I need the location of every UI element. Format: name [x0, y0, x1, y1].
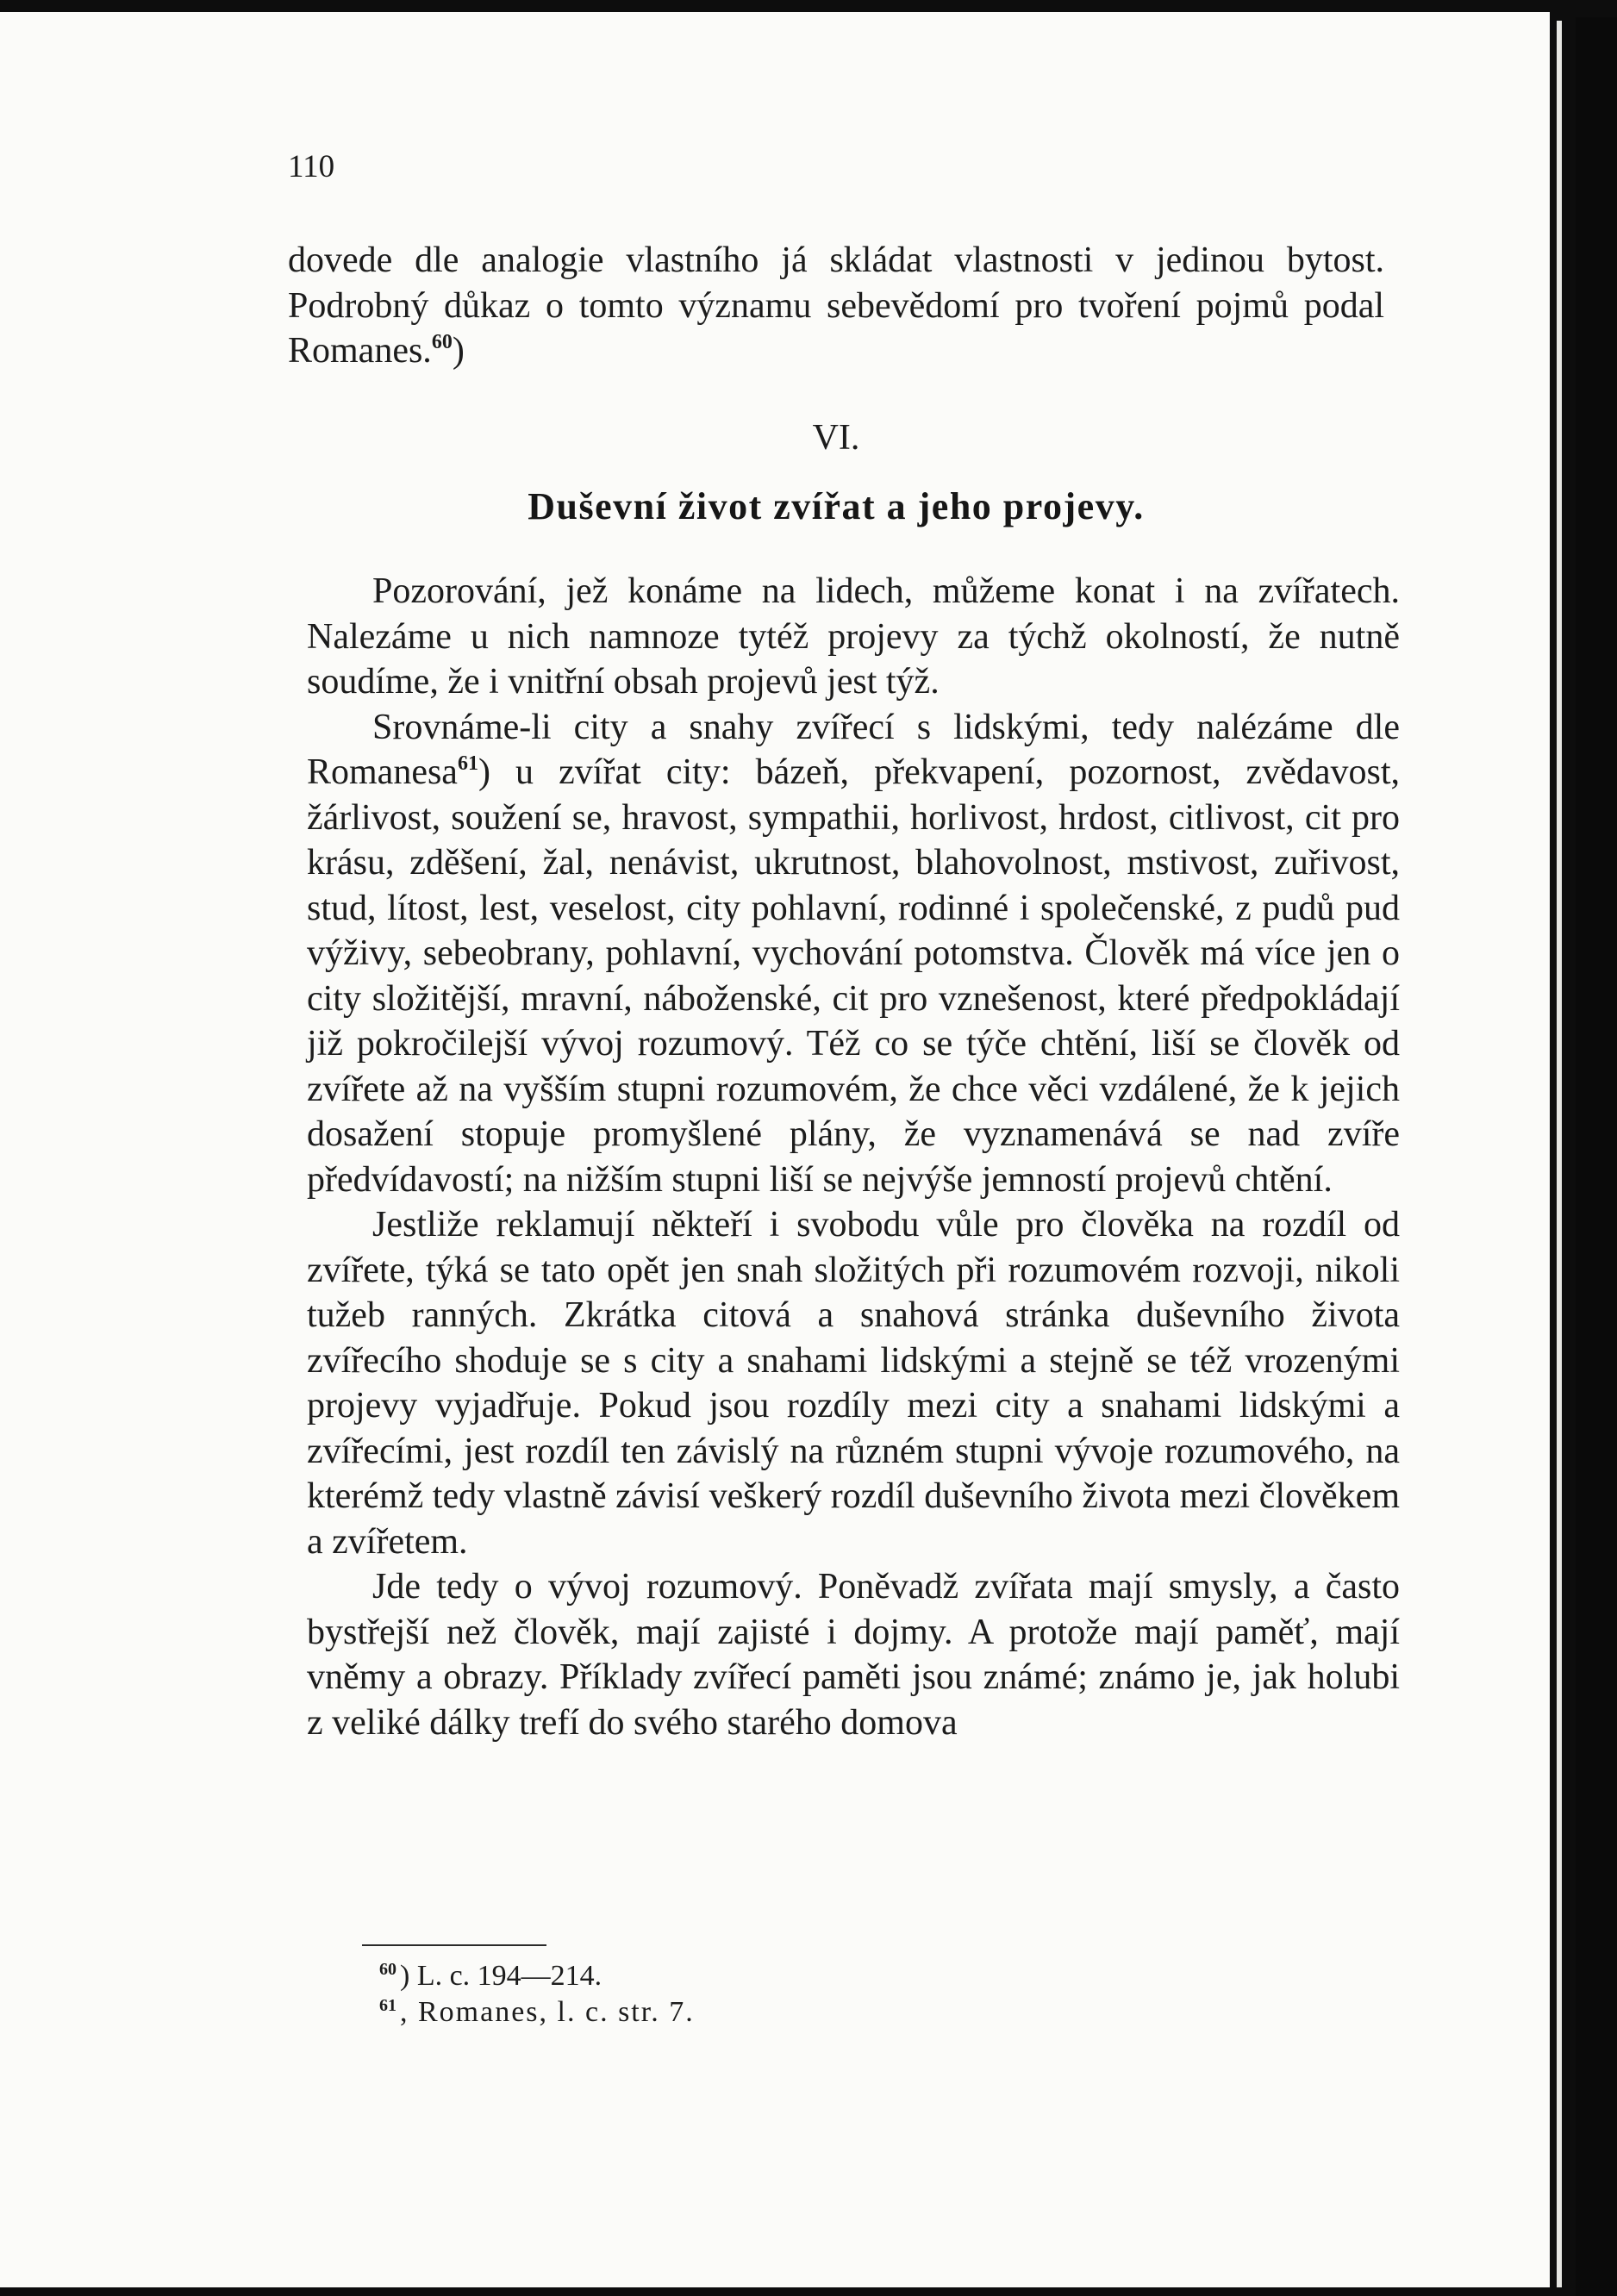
intro-text	[288, 238, 1384, 374]
page-edge-shadow	[1557, 21, 1562, 2287]
footnote-text-61: , Romanes, l. c. str. 7.	[400, 1996, 695, 2028]
section-heading: Duševní život zvířat a jeho projevy.	[528, 485, 1145, 527]
intro-text-main: dovede dle analogie vlastního já skládat vlastnosti v jedinou bytost. Podrobný důkaz o tomto významu sebevědomí pro tvoření pojmů podal Romanes.	[288, 240, 1384, 371]
footnote-mark-60: 60	[379, 1960, 396, 1979]
intro-paragraph	[288, 238, 1384, 374]
footnote-text-60: ) L. c. 194—214.	[400, 1960, 602, 1992]
page-number: 110	[288, 149, 335, 184]
paragraph-2-lead: Srovnáme-li city a snahy zvířecí s lidskými, tedy nalézáme dle Romanesa	[307, 707, 1400, 792]
scan-border-right	[1576, 17, 1617, 2296]
paragraph-2	[307, 705, 1400, 1203]
footnote-ref-61[interactable]: 61	[457, 752, 478, 775]
section-body	[307, 569, 1400, 1745]
section-number: VI.	[812, 418, 860, 458]
paragraph-1: Pozorování, jež konáme na lidech, můžeme konat i na zvířatech. Nalezáme u nich namnoze tytéž projevy za týchž okolností, že nutně soudíme, že i vnitřní obsah projevů jest týž.	[307, 571, 1400, 702]
footnote-divider	[362, 1944, 546, 1946]
footnote-61	[379, 1994, 695, 2031]
footnote-60	[379, 1958, 695, 1994]
footnote-mark-61: 61	[379, 1996, 396, 2015]
paragraph-2-rest: ) u zvířat city: bázeň, překvapení, pozornost, zvědavost, žárlivost, soužení se, hravost, sympathii, horlivost, hrdost, citlivost, cit pro krásu, zděšení, žal, nenávist, ukrutnost, blahovolnost, mstivost, zuřivost, stud, lítost, lest, veselost, city pohlavní, rodinné i společenské, z pudů pud výživy, sebeobrany, pohlavní, vychování potomstva. Člověk má více jen o city složitější, mravní, náboženské, cit pro vznešenost, které předpokládají již pokročilejší vývoj rozumový. Též co se týče chtění, liší se člověk od zvířete až na vyšším stupni rozumovém, že chce věci vzdálené, že k jejich dosažení stopuje promyšlené plány, že vyznamenává se nad zvíře předvídavostí; na nižším stupni liší se nejvýše jemností projevů chtění.	[307, 752, 1400, 1200]
paragraph-4: Jde tedy o vývoj rozumový. Poněvadž zvířata mají smysly, a často bystřejší než člověk, mají zajisté i dojmy. A protože mají paměť, mají vněmy a obrazy. Příklady zvířecí paměti jsou známé; známo je, jak holubi z veliké dálky trefí do svého starého domova	[307, 1567, 1400, 1743]
paragraph-3: Jestliže reklamují někteří i svobodu vůle pro člověka na rozdíl od zvířete, týká se tato opět jen snah složitých při rozumovém rozvoji, nikoli tužeb ranných. Zkrátka citová a snahová stránka duševního života zvířecího shoduje se s city a snahami lidskými a stejně se též vrozenými projevy vyjadřuje. Pokud jsou rozdíly mezi city a snahami lidskými a zvířecími, jest rozdíl ten závislý na různém stupni vývoje rozumového, na kterémž tedy vlastně závisí veškerý rozdíl duševního života mezi člověkem a zvířetem.	[307, 1205, 1400, 1562]
footnote-ref-60[interactable]: 60	[431, 331, 453, 353]
intro-text-tail: )	[452, 331, 465, 371]
footnotes	[379, 1958, 695, 2031]
